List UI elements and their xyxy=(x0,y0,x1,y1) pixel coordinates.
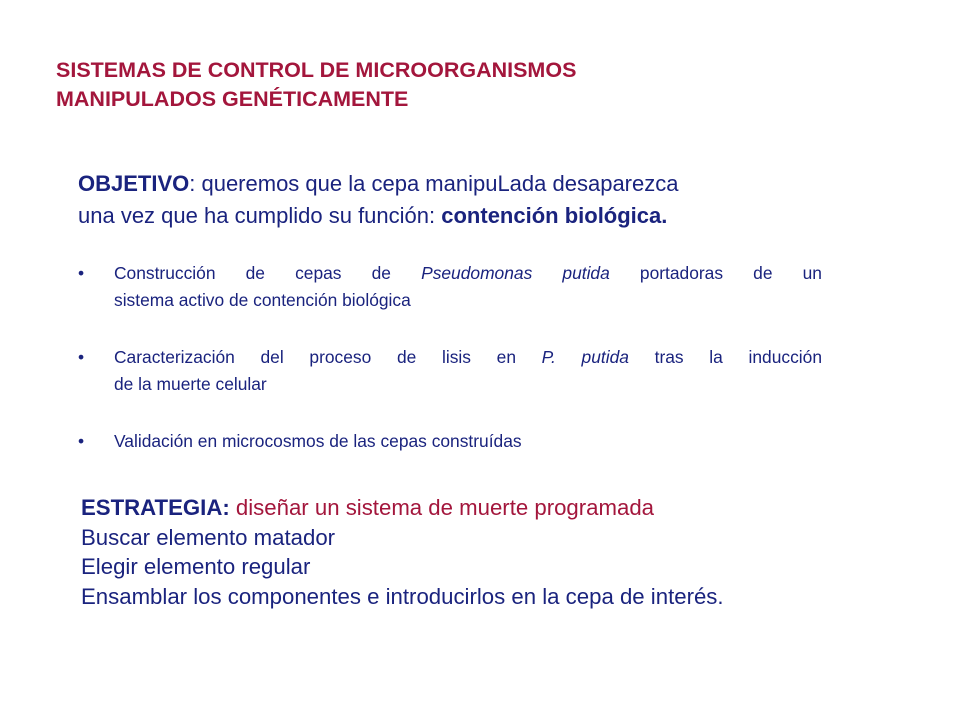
bullet-2-species: P. putida xyxy=(541,347,629,367)
bullet-1-line-2: sistema activo de contención biológica xyxy=(114,290,411,310)
strategy-line-1 xyxy=(81,493,881,523)
objective-bullet-list xyxy=(78,260,822,455)
bullet-marker: • xyxy=(78,263,85,283)
strategy-block xyxy=(81,493,881,611)
bullet-item-construccion xyxy=(78,260,822,314)
bullet-1-species: Pseudomonas putida xyxy=(421,263,610,283)
objective-line-1 xyxy=(78,168,838,200)
objective-block xyxy=(78,168,838,232)
objective-label: OBJETIVO xyxy=(78,171,190,196)
strategy-label: ESTRATEGIA: xyxy=(81,495,230,520)
objective-line-1-text: : queremos que la cepa manipuLada desaparezca xyxy=(189,171,679,196)
strategy-line-2: Buscar elemento matador xyxy=(81,524,336,550)
objective-emphasis: contención biológica. xyxy=(441,203,668,228)
strategy-line-1-text: diseñar un sistema de muerte programada xyxy=(229,495,654,520)
bullet-1-text-a: Construcción de cepas de xyxy=(114,263,422,283)
slide-title xyxy=(56,56,776,114)
bullet-3-text: Validación en microcosmos de las cepas construídas xyxy=(114,431,522,451)
bullet-2-line-1 xyxy=(114,344,822,371)
title-line-1: SISTEMAS DE CONTROL DE MICROORGANISMOS xyxy=(56,58,577,82)
bullet-item-caracterizacion xyxy=(78,344,822,398)
bullet-marker: • xyxy=(78,431,85,451)
bullet-1-line-1 xyxy=(114,260,822,287)
objective-line-2-text: una vez que ha cumplido su función: xyxy=(78,203,442,228)
strategy-line-3: Elegir elemento regular xyxy=(81,554,311,579)
bullet-1-text-b: portadoras de un xyxy=(609,263,822,283)
bullet-2-text-b: tras la inducción xyxy=(628,347,822,367)
bullet-2-line-2: de la muerte celular xyxy=(114,374,267,394)
bullet-item-validacion xyxy=(78,428,822,455)
bullet-2-text-a: Caracterización del proceso de lisis en xyxy=(114,347,542,367)
objective-line-2 xyxy=(78,200,838,232)
title-line-2: MANIPULADOS GENÉTICAMENTE xyxy=(56,87,409,111)
strategy-line-4: Ensamblar los componentes e introducirlos en la cepa de interés. xyxy=(81,583,724,609)
bullet-marker: • xyxy=(78,347,85,367)
